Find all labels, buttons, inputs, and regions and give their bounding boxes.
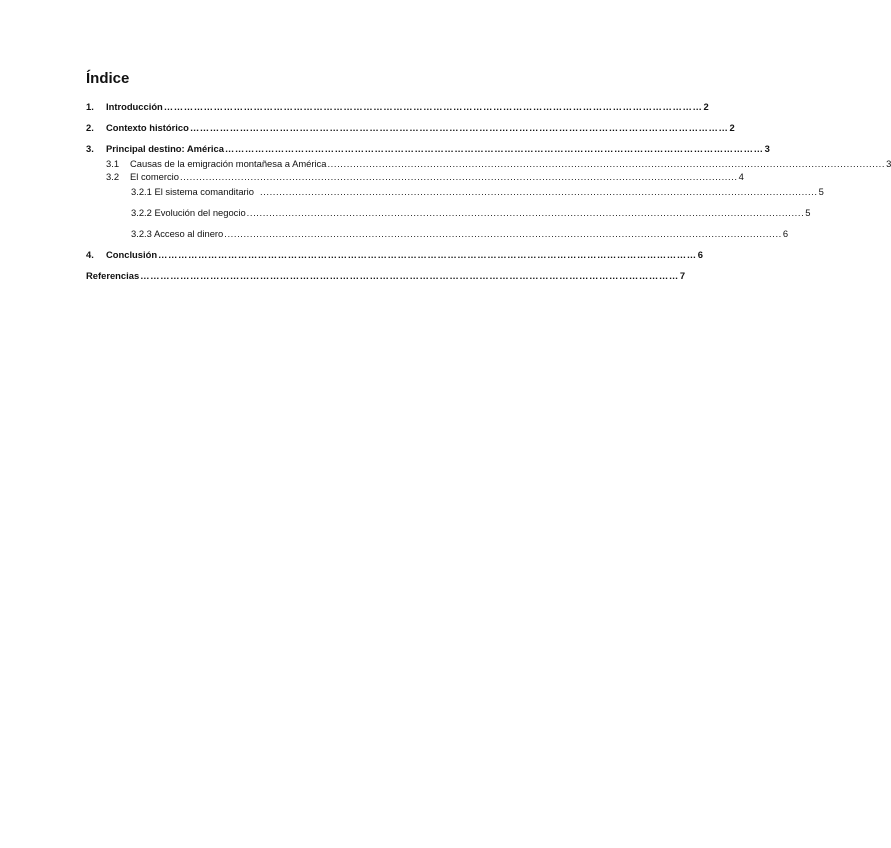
index-title: Índice bbox=[86, 70, 130, 87]
toc-entry-conclusion[interactable] bbox=[86, 249, 703, 261]
toc-entry-label: Principal destino: América bbox=[106, 143, 224, 154]
toc-entry-number: 4. bbox=[86, 249, 94, 260]
toc-entry-causas-emigracion[interactable] bbox=[106, 158, 891, 170]
toc-entry-sistema-comanditario[interactable] bbox=[131, 186, 824, 198]
toc-entry-page: 4 bbox=[738, 171, 744, 182]
toc-entry-page: 6 bbox=[782, 228, 789, 239]
toc-entry-acceso-dinero[interactable] bbox=[131, 228, 789, 240]
toc-leader-dots: ……………………………………………………………………………………………………………………………………………… bbox=[158, 249, 697, 260]
toc-leader-dots: .............................................................................................................................................................................. bbox=[179, 171, 738, 182]
toc-entry-page: 7 bbox=[679, 270, 686, 281]
toc-leader-dots: ……………………………………………………………………………………………………………………………………………… bbox=[163, 101, 703, 112]
toc-entry-label: Contexto histórico bbox=[106, 122, 189, 133]
toc-leader-dots: ……………………………………………………………………………………………………………………………………………… bbox=[140, 270, 679, 281]
toc-entry-page: 2 bbox=[729, 122, 735, 133]
toc-entry-number: 3. bbox=[86, 143, 94, 154]
toc-leader-dots: .............................................................................................................................................................................. bbox=[246, 207, 805, 218]
toc-entry-number: 2. bbox=[86, 122, 94, 133]
toc-entry-principal-destino[interactable] bbox=[86, 143, 770, 155]
toc-entry-label: Causas de la emigración montañesa a América bbox=[130, 158, 327, 169]
toc-entry-label: Introducción bbox=[106, 101, 163, 112]
toc-entry-number: 1. bbox=[86, 101, 94, 112]
toc-leader-dots: .............................................................................................................................................................................. bbox=[259, 186, 818, 197]
toc-entry-label: 3.2.3 Acceso al dinero bbox=[131, 228, 224, 239]
toc-entry-introduccion[interactable] bbox=[86, 101, 709, 113]
toc-entry-label: Conclusión bbox=[106, 249, 158, 260]
toc-entry-el-comercio[interactable] bbox=[106, 171, 744, 183]
toc-entry-page: 3 bbox=[886, 158, 891, 169]
toc-entry-page: 2 bbox=[703, 101, 709, 112]
toc-leader-dots: .............................................................................................................................................................................. bbox=[224, 228, 782, 239]
toc-entry-label: 3.2.1 El sistema comanditario bbox=[131, 186, 254, 197]
toc-entry-contexto-historico[interactable] bbox=[86, 122, 735, 134]
toc-leader-dots: .............................................................................................................................................................................. bbox=[327, 158, 886, 169]
toc-entry-evolucion-negocio[interactable] bbox=[131, 207, 811, 219]
toc-entry-label: El comercio bbox=[130, 171, 179, 182]
toc-entry-page: 3 bbox=[764, 143, 770, 154]
toc-entry-page: 5 bbox=[805, 207, 811, 218]
toc-entry-referencias[interactable] bbox=[86, 270, 686, 282]
toc-leader-dots: ……………………………………………………………………………………………………………………………………………… bbox=[189, 122, 729, 133]
toc-entry-label: 3.2.2 Evolución del negocio bbox=[131, 207, 246, 218]
toc-entry-number: 3.1 bbox=[106, 158, 120, 169]
toc-entry-label: Referencias bbox=[86, 270, 140, 281]
toc-leader-dots: ……………………………………………………………………………………………………………………………………………… bbox=[224, 143, 764, 154]
toc-entry-number: 3.2 bbox=[106, 171, 120, 182]
toc-entry-page: 6 bbox=[697, 249, 703, 260]
toc-entry-page: 5 bbox=[818, 186, 824, 197]
